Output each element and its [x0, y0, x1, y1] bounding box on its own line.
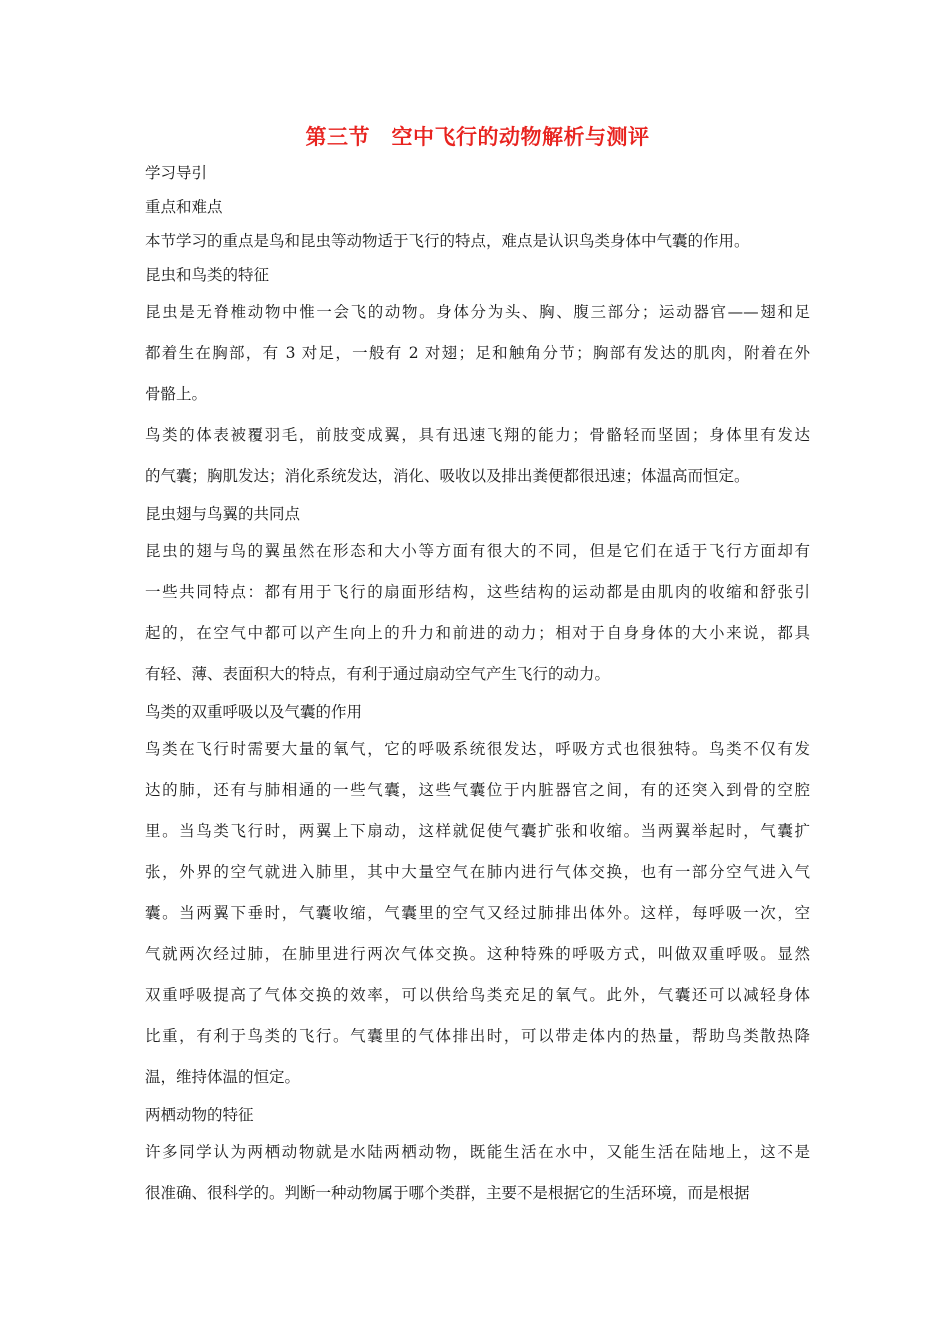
paragraph-line: 一些共同特点：都有用于飞行的扇面形结构，这些结构的运动都是由肌肉的收缩和舒张引: [145, 583, 810, 601]
paragraph-line: 本节学习的重点是鸟和昆虫等动物适于飞行的特点，难点是认识鸟类身体中气囊的作用。: [145, 232, 750, 250]
paragraph-line: 很准确、很科学的。判断一种动物属于哪个类群，主要不是根据它的生活环境，而是根据: [145, 1184, 750, 1202]
paragraph-line: 鸟类的体表被覆羽毛，前肢变成翼，具有迅速飞翔的能力；骨骼轻而坚固；身体里有发达: [145, 426, 810, 444]
document-page: [145, 122, 810, 1214]
section-heading: 重点和难点: [145, 198, 223, 216]
paragraph-line: 张，外界的空气就进入肺里，其中大量空气在肺内进行气体交换，也有一部分空气进入气: [145, 863, 810, 881]
paragraph-line: 昆虫的翅与鸟的翼虽然在形态和大小等方面有很大的不同，但是它们在适于飞行方面却有: [145, 542, 810, 560]
body-paragraph: [145, 292, 810, 415]
document-body: [145, 156, 810, 1214]
body-paragraph: [145, 531, 810, 695]
document-title: 第三节 空中飞行的动物解析与测评: [305, 124, 650, 149]
paragraph-line: 囊。当两翼下垂时，气囊收缩，气囊里的空气又经过肺排出体外。这样，每呼吸一次，空: [145, 904, 810, 922]
section-heading: 鸟类的双重呼吸以及气囊的作用: [145, 703, 363, 721]
paragraph-line: 气就两次经过肺，在肺里进行两次气体交换。这种特殊的呼吸方式，叫做双重呼吸。显然: [145, 945, 810, 963]
paragraph-line: 温，维持体温的恒定。: [145, 1068, 301, 1086]
body-paragraph: [145, 729, 810, 1098]
section-heading: 昆虫和鸟类的特征: [145, 266, 270, 284]
paragraph-line: 鸟类在飞行时需要大量的氧气，它的呼吸系统很发达，呼吸方式也很独特。鸟类不仅有发: [145, 740, 810, 758]
paragraph-line: 昆虫是无脊椎动物中惟一会飞的动物。身体分为头、胸、腹三部分；运动器官——翅和足: [145, 303, 810, 321]
paragraph-line: 起的，在空气中都可以产生向上的升力和前进的动力；相对于自身身体的大小来说，都具: [145, 624, 810, 642]
body-paragraph: [145, 1132, 810, 1214]
paragraph-line: 许多同学认为两栖动物就是水陆两栖动物，既能生活在水中，又能生活在陆地上，这不是: [145, 1143, 810, 1161]
paragraph-line: 的气囊；胸肌发达；消化系统发达，消化、吸收以及排出粪便都很迅速；体温高而恒定。: [145, 467, 750, 485]
body-paragraph: [145, 415, 810, 497]
section-heading: 昆虫翅与鸟翼的共同点: [145, 505, 301, 523]
body-paragraph: [145, 224, 810, 258]
paragraph-line: 都着生在胸部，有 3 对足，一般有 2 对翅；足和触角分节；胸部有发达的肌肉，附着在外: [145, 344, 810, 362]
section-heading: 学习导引: [145, 164, 208, 182]
paragraph-line: 双重呼吸提高了气体交换的效率，可以供给鸟类充足的氧气。此外，气囊还可以减轻身体: [145, 986, 810, 1004]
section-heading: 两栖动物的特征: [145, 1106, 254, 1124]
paragraph-line: 有轻、薄、表面积大的特点，有利于通过扇动空气产生飞行的动力。: [145, 665, 611, 683]
paragraph-line: 里。当鸟类飞行时，两翼上下扇动，这样就促使气囊扩张和收缩。当两翼举起时，气囊扩: [145, 822, 810, 840]
paragraph-line: 达的肺，还有与肺相通的一些气囊，这些气囊位于内脏器官之间，有的还突入到骨的空腔: [145, 781, 810, 799]
paragraph-line: 比重，有利于鸟类的飞行。气囊里的气体排出时，可以带走体内的热量，帮助鸟类散热降: [145, 1027, 810, 1045]
paragraph-line: 骨骼上。: [145, 385, 208, 403]
